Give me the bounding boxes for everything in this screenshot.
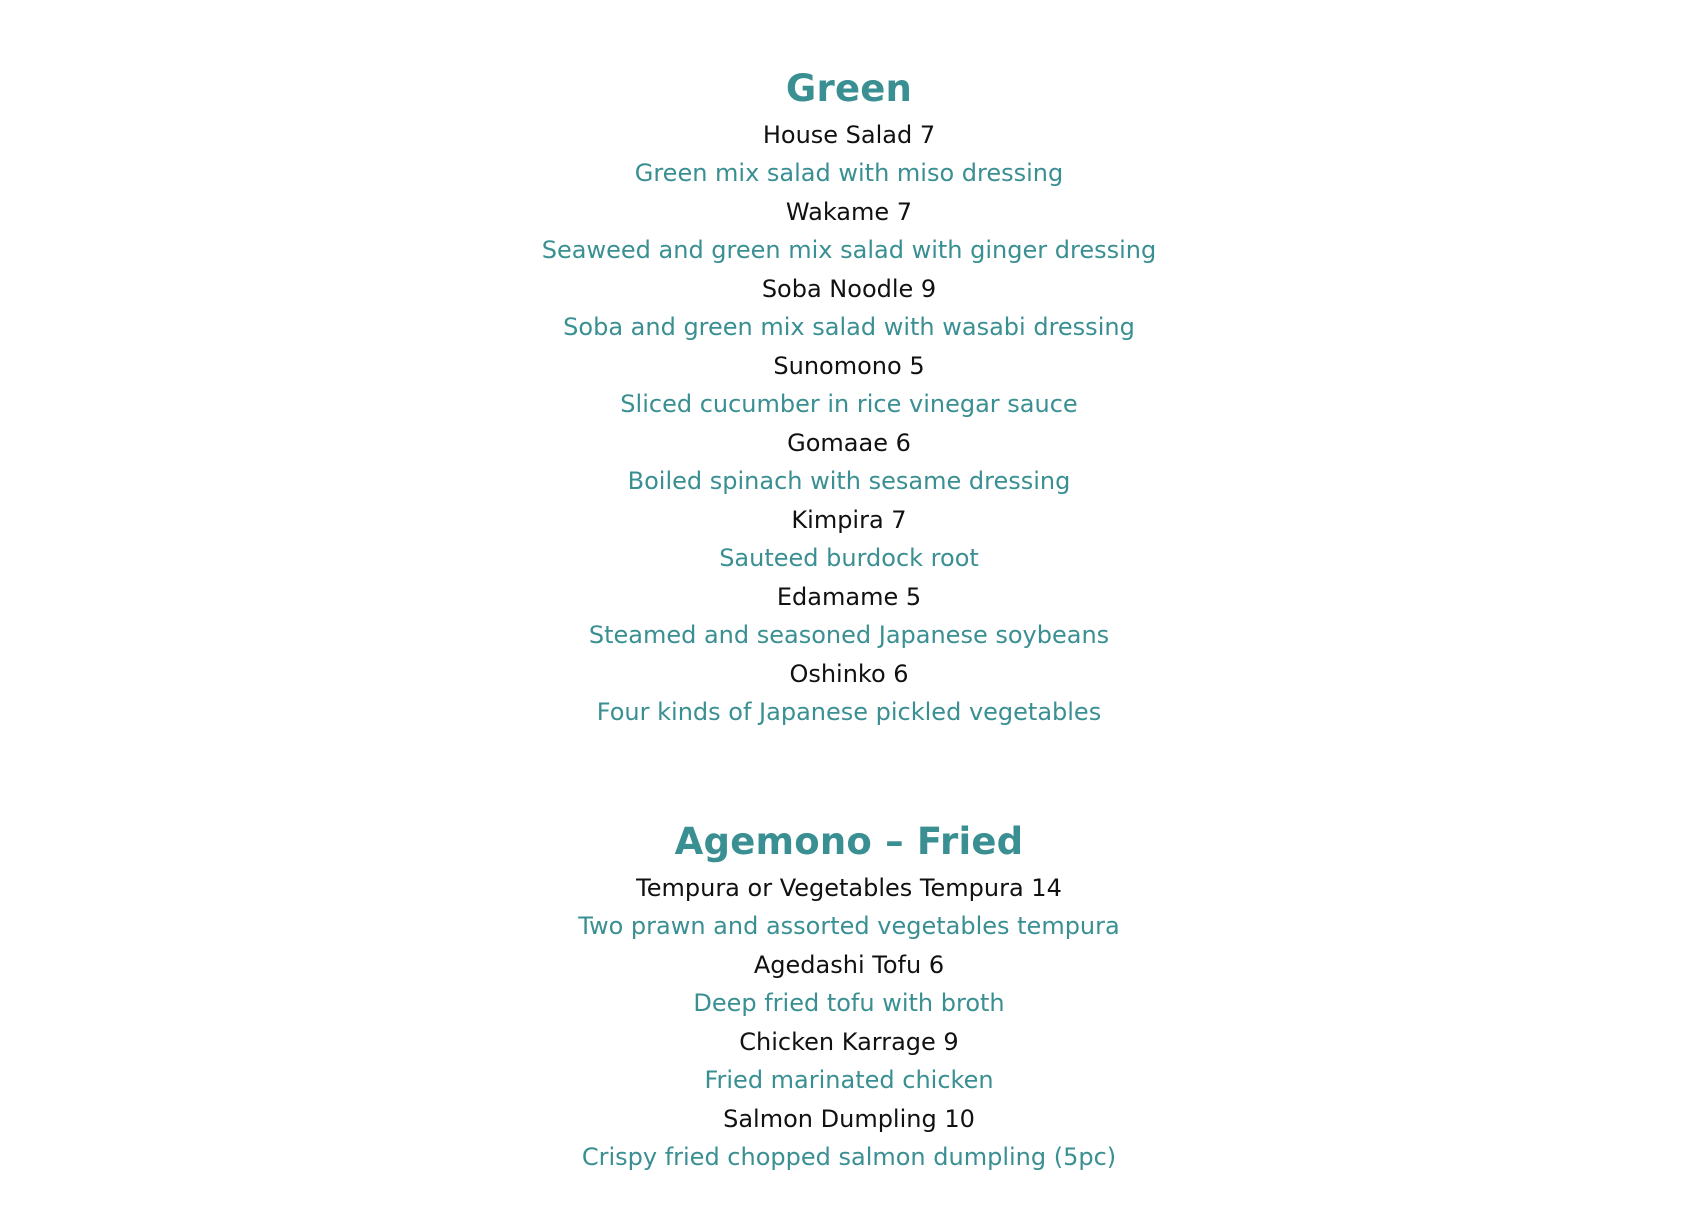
menu-item-description: Deep fried tofu with broth — [693, 989, 1005, 1017]
menu-item-name: Kimpira 7 — [791, 506, 907, 534]
menu-item-name: Chicken Karrage 9 — [739, 1028, 959, 1056]
menu-item-name: Oshinko 6 — [789, 660, 909, 688]
menu-item-description: Four kinds of Japanese pickled vegetables — [596, 698, 1102, 726]
menu-item-name: Tempura or Vegetables Tempura 14 — [636, 874, 1062, 902]
menu-item — [0, 348, 1698, 425]
menu-item-description: Crispy fried chopped salmon dumpling (5pc) — [581, 1143, 1117, 1171]
menu-item-name: Agedashi Tofu 6 — [753, 951, 945, 979]
menu-section-fried — [0, 819, 1698, 1178]
menu-item — [0, 1101, 1698, 1178]
menu-item — [0, 117, 1698, 194]
menu-item — [0, 502, 1698, 579]
section-title: Green — [785, 67, 913, 110]
menu-item-description: Boiled spinach with sesame dressing — [627, 467, 1071, 495]
menu-item-name: Salmon Dumpling 10 — [723, 1105, 975, 1133]
menu-item-list — [0, 117, 1698, 733]
menu-item-description: Sliced cucumber in rice vinegar sauce — [620, 390, 1078, 418]
menu-item — [0, 1024, 1698, 1101]
menu-item-description: Sauteed burdock root — [719, 544, 979, 572]
menu-item-name: Wakame 7 — [785, 198, 913, 226]
menu-item-name: House Salad 7 — [762, 121, 936, 149]
menu-item-list — [0, 870, 1698, 1178]
menu-item-name: Edamame 5 — [776, 583, 922, 611]
menu-item-description: Fried marinated chicken — [704, 1066, 994, 1094]
menu-item — [0, 579, 1698, 656]
menu-item — [0, 271, 1698, 348]
menu-item — [0, 194, 1698, 271]
menu-item-description: Seaweed and green mix salad with ginger dressing — [541, 236, 1157, 264]
menu-item — [0, 870, 1698, 947]
menu-item-name: Gomaae 6 — [787, 429, 911, 457]
menu-item-description: Two prawn and assorted vegetables tempura — [578, 912, 1120, 940]
menu-section-green — [0, 66, 1698, 733]
menu-item-name: Sunomono 5 — [773, 352, 925, 380]
menu-item — [0, 425, 1698, 502]
menu-item-name: Soba Noodle 9 — [761, 275, 937, 303]
menu-item-description: Green mix salad with miso dressing — [634, 159, 1064, 187]
menu-item-description: Steamed and seasoned Japanese soybeans — [588, 621, 1110, 649]
menu-item-description: Soba and green mix salad with wasabi dressing — [563, 313, 1135, 341]
section-title: Agemono – Fried — [674, 820, 1024, 863]
menu-item — [0, 947, 1698, 1024]
menu-item — [0, 656, 1698, 733]
